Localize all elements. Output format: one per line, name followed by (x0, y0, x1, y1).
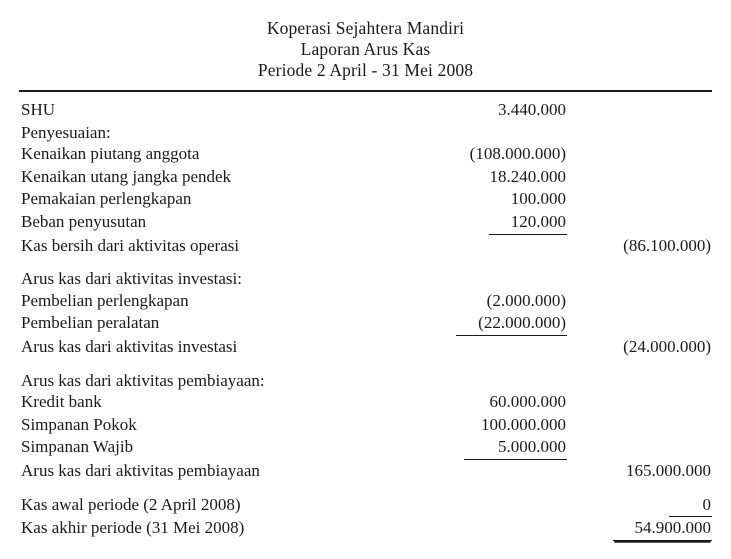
row-label: Arus kas dari aktivitas pembiayaan: (21, 370, 265, 390)
row-total-amount (568, 370, 712, 392)
row-detail-amount (444, 122, 568, 144)
row-detail-amount: (108.000.000) (469, 144, 566, 164)
document-header (0, 0, 731, 81)
row-total-amount: (86.100.000) (623, 235, 711, 255)
row-label: Kenaikan utang jangka pendek (21, 166, 232, 186)
table-row (19, 312, 712, 336)
row-label: Pembelian perlengkapan (21, 290, 189, 310)
table-row (19, 268, 712, 290)
row-detail-amount (444, 336, 568, 359)
row-detail-amount: (22.000.000) (444, 312, 568, 336)
section-spacer (19, 483, 712, 494)
table-row (19, 391, 712, 414)
row-total-amount (568, 290, 712, 313)
table-row (19, 494, 712, 518)
row-detail-amount: 100.000 (510, 189, 566, 209)
row-detail-amount: (2.000.000) (486, 290, 566, 310)
row-total-amount (568, 143, 712, 166)
row-label: Kas akhir periode (31 Mei 2008) (21, 518, 245, 538)
row-label: Penyesuaian: (21, 122, 111, 142)
table-row (19, 235, 712, 258)
row-label: Simpanan Pokok (21, 414, 137, 434)
table-row (19, 122, 712, 144)
row-detail-amount: 18.240.000 (489, 166, 566, 186)
row-detail-amount (444, 268, 568, 290)
row-detail-amount (444, 460, 568, 483)
table-row (19, 414, 712, 437)
row-detail-amount (444, 494, 568, 518)
table-row (19, 436, 712, 460)
table-row (19, 92, 712, 122)
row-total-amount (568, 312, 712, 336)
row-total-amount (568, 436, 712, 460)
report-period: Periode 2 April - 31 Mei 2008 (257, 60, 474, 80)
table-row (19, 460, 712, 483)
report-title: Laporan Arus Kas (300, 39, 431, 59)
row-label: Arus kas dari aktivitas pembiayaan (21, 460, 260, 480)
table-row (19, 188, 712, 211)
row-total-amount (568, 211, 712, 235)
table-row (19, 336, 712, 359)
row-total-amount: 165.000.000 (626, 460, 711, 480)
row-detail-amount (444, 235, 568, 258)
table-row (19, 290, 712, 313)
row-label: Kenaikan piutang anggota (21, 144, 200, 164)
row-total-amount (568, 122, 712, 144)
row-label: Beban penyusutan (21, 211, 147, 231)
row-label: Arus kas dari aktivitas investasi (21, 336, 238, 356)
row-detail-amount: 120.000 (444, 211, 568, 235)
row-detail-amount: 100.000.000 (481, 414, 566, 434)
row-total-amount (568, 268, 712, 290)
row-detail-amount (444, 517, 568, 541)
row-detail-amount: 5.000.000 (444, 436, 568, 460)
row-detail-amount (444, 370, 568, 392)
row-label: SHU (21, 100, 56, 119)
row-label: Simpanan Wajib (21, 437, 134, 457)
row-label: Kredit bank (21, 392, 102, 412)
row-total-amount (568, 92, 712, 122)
row-total-amount: (24.000.000) (623, 336, 711, 356)
table-row (19, 517, 712, 541)
table-row (19, 166, 712, 189)
cash-flow-table (19, 92, 712, 541)
row-total-amount (568, 166, 712, 189)
section-spacer (19, 257, 712, 268)
row-total-amount (568, 188, 712, 211)
row-detail-amount: 3.440.000 (498, 100, 566, 119)
row-label: Kas bersih dari aktivitas operasi (21, 235, 240, 255)
row-label: Pembelian peralatan (21, 313, 160, 333)
row-total-amount: 0 (568, 494, 712, 518)
row-label: Arus kas dari aktivitas investasi: (21, 269, 242, 289)
row-total-amount (568, 391, 712, 414)
row-total-amount (568, 414, 712, 437)
table-row (19, 211, 712, 235)
section-spacer (19, 359, 712, 370)
table-row (19, 370, 712, 392)
row-label: Kas awal periode (2 April 2008) (21, 494, 241, 514)
table-row (19, 143, 712, 166)
organization-name: Koperasi Sejahtera Mandiri (266, 18, 465, 38)
row-total-amount: 54.900.000 (568, 517, 712, 541)
row-label: Pemakaian perlengkapan (21, 189, 192, 209)
row-detail-amount: 60.000.000 (489, 392, 566, 412)
